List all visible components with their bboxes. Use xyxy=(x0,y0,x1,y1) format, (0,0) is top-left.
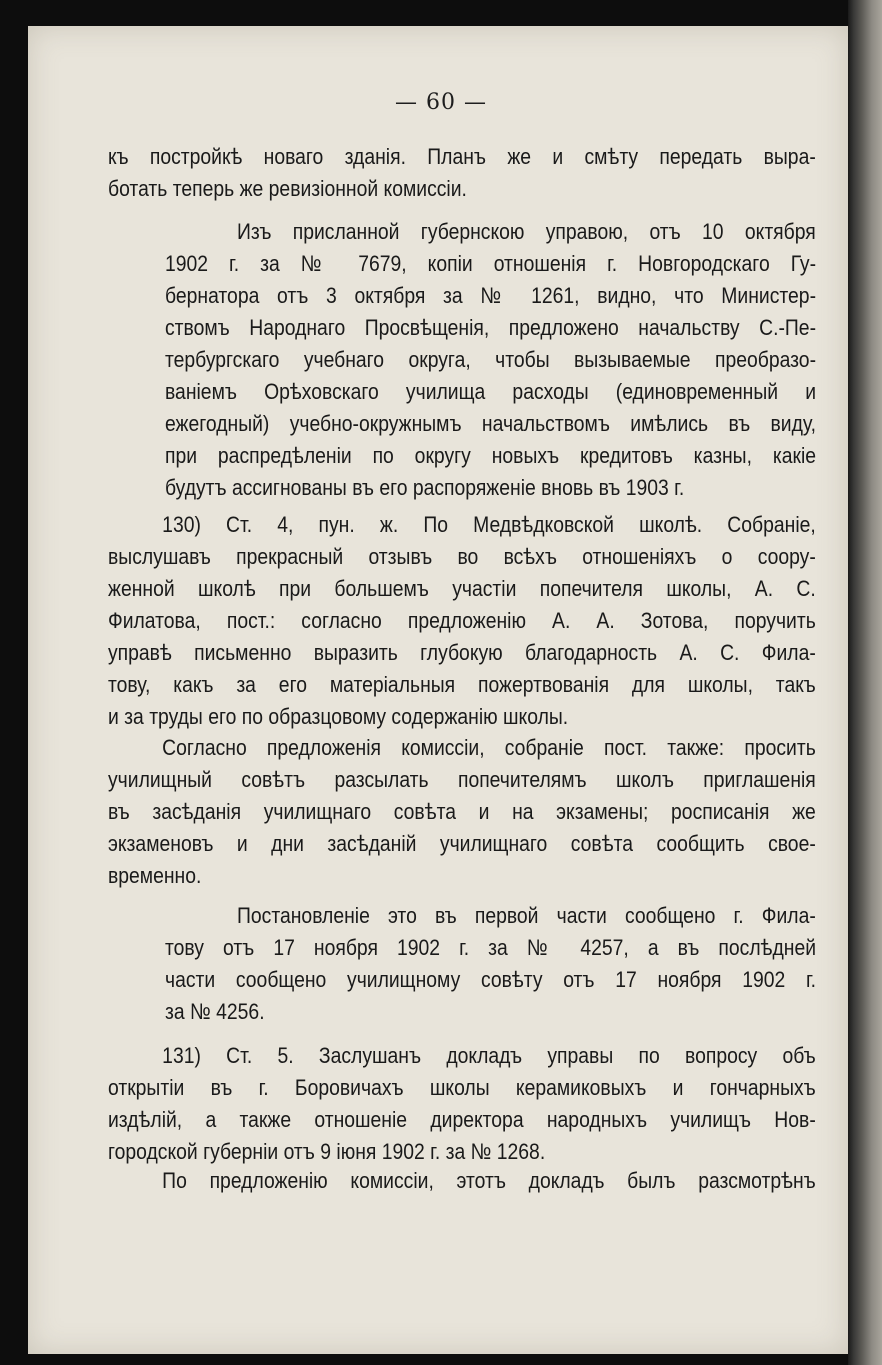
page-gutter xyxy=(848,0,882,1365)
text-line: при распредѣленіи по округу новыхъ кредитовъ казны, какіе xyxy=(165,443,817,468)
text-line: будутъ ассигнованы въ его распоряженіе вновь въ 1903 г. xyxy=(165,475,685,500)
text-line: Согласно предложенія комиссіи, собраніе пост. также: просить xyxy=(162,735,816,760)
paragraph-commission-proposal xyxy=(108,732,816,892)
text-line: издѣлій, а также отношеніе директора народныхъ училищъ Нов- xyxy=(108,1107,816,1132)
text-line: городской губерніи отъ 9 іюня 1902 г. за № 1268. xyxy=(108,1139,546,1164)
text-line: временно. xyxy=(108,863,202,888)
text-line: Постановленіе это въ первой части сообщено г. Фила- xyxy=(237,903,816,928)
text-line: экзаменовъ и дни засѣданій училищнаго совѣта сообщить свое- xyxy=(108,831,816,856)
paragraph-commission-review xyxy=(108,1165,816,1197)
text-line: тову отъ 17 ноября 1902 г. за № 4257, а въ послѣдней xyxy=(165,935,817,960)
text-line: Изъ присланной губернскою управою, отъ 10 октября xyxy=(237,219,816,244)
paragraph-item-130 xyxy=(108,509,816,733)
paragraph-continuation xyxy=(108,141,816,205)
text-line: тербургскаго учебнаго округа, чтобы вызываемые преобразо- xyxy=(165,347,817,372)
text-line: выслушавъ прекрасный отзывъ во всѣхъ отношеніяхъ о соору- xyxy=(108,544,816,569)
text-line: ежегодный) учебно-окружнымъ начальствомъ имѣлись въ виду, xyxy=(165,411,817,436)
text-line: женной школѣ при большемъ участіи попечителя школы, А. С. xyxy=(108,576,816,601)
text-line: 1902 г. за № 7679, копіи отношенія г. Новгородскаго Гу- xyxy=(165,251,817,276)
text-line: бернатора отъ 3 октября за № 1261, видно, что Министер- xyxy=(165,283,817,308)
page-number: — 60 — xyxy=(395,90,487,115)
text-line: училищный совѣтъ разсылать попечителямъ школъ приглашенія xyxy=(108,767,816,792)
text-line: за № 4256. xyxy=(165,999,265,1024)
text-line: Филатова, пост.: согласно предложенію А. А. Зотова, поручить xyxy=(108,608,816,633)
text-line: ваніемъ Орѣховскаго училища расходы (единовременный и xyxy=(165,379,817,404)
text-line: тову, какъ за его матеріальныя пожертвованія для школы, такъ xyxy=(108,672,816,697)
text-line: части сообщено училищному совѣту отъ 17 ноября 1902 г. xyxy=(165,967,817,992)
paragraph-resolution-note-first xyxy=(108,900,816,932)
text-line: ботать теперь же ревизіонной комиссіи. xyxy=(108,176,467,201)
text-line: къ постройкѣ новаго зданія. Планъ же и смѣту передать выра- xyxy=(108,144,816,169)
text-line: въ засѣданія училищнаго совѣта и на экзамены; росписанія же xyxy=(108,799,816,824)
text-line: управѣ письменно выразить глубокую благодарность А. С. Фила- xyxy=(108,640,816,665)
text-line: По предложенію комиссіи, этотъ докладъ былъ разсмотрѣнъ xyxy=(162,1168,816,1193)
text-line: открытіи въ г. Боровичахъ школы керамиковыхъ и гончарныхъ xyxy=(108,1075,816,1100)
paragraph-resolution-note xyxy=(165,932,817,1028)
text-line: ствомъ Народнаго Просвѣщенія, предложено начальству С.-Пе- xyxy=(165,315,817,340)
text-line: 131) Ст. 5. Заслушанъ докладъ управы по вопросу объ xyxy=(162,1043,816,1068)
paragraph-report-orekhovo-body xyxy=(165,248,817,504)
paragraph-item-131 xyxy=(108,1040,816,1168)
text-line: и за труды его по образцовому содержанію школы. xyxy=(108,704,569,729)
paragraph-report-orekhovo xyxy=(108,216,816,248)
text-line: 130) Ст. 4, пун. ж. По Медвѣдковской школѣ. Собраніе, xyxy=(162,512,816,537)
